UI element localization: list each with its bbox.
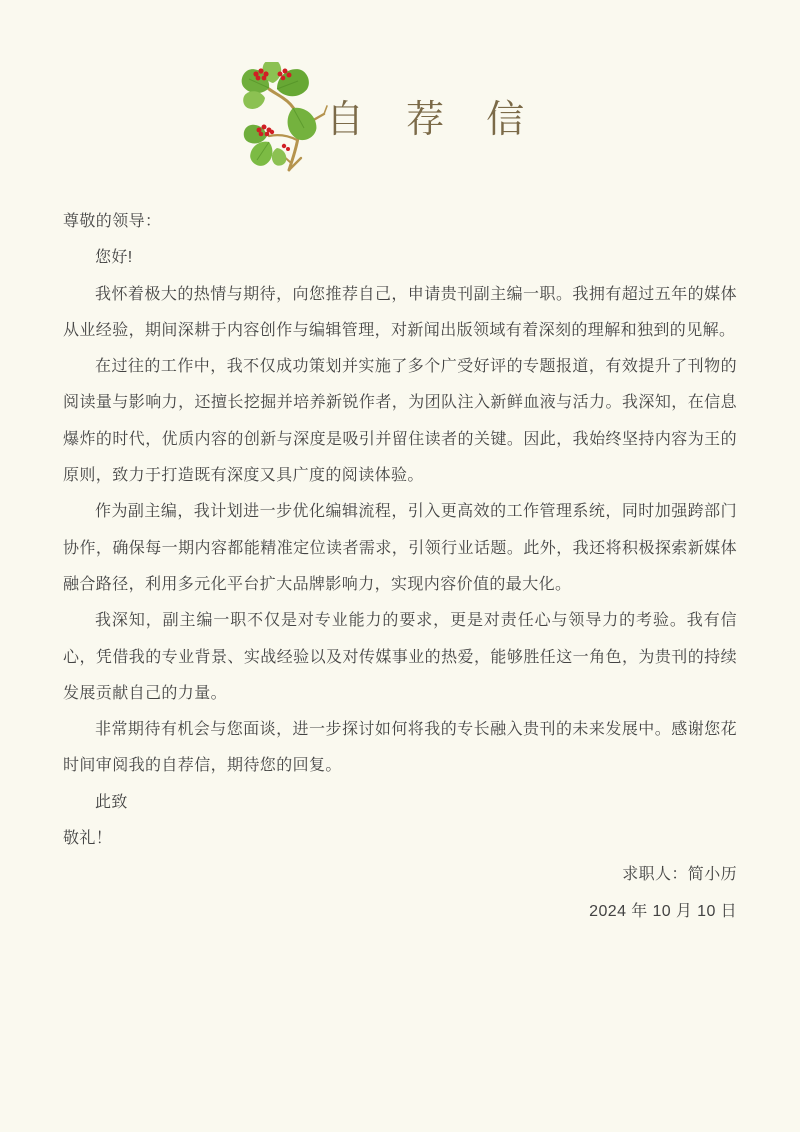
leaves bbox=[238, 62, 321, 170]
closing-word: 此致 bbox=[95, 793, 128, 811]
page-title: 自 荐 信 bbox=[326, 97, 540, 141]
greeting: 您好! bbox=[95, 249, 133, 267]
date-line: 2024 年 10 月 10 日 bbox=[589, 902, 737, 920]
body-paragraph-3: 作为副主编，我计划进一步优化编辑流程，引入更高效的工作管理系统，同时加强跨部门协作，确保每一期内容都能精准定位读者需求，引领行业话题。此外，我还将积极探索新媒体融合路径，利用多元化平台扩大品牌影响力，实现内容价值的最大化。 bbox=[63, 503, 737, 593]
body-paragraph-5: 非常期待有机会与您面谈，进一步探讨如何将我的专长融入贵刊的未来发展中。感谢您花时间审阅我的自荐信，期待您的回复。 bbox=[63, 721, 737, 775]
letter-body bbox=[63, 204, 737, 930]
signature: 求职人：简小历 bbox=[622, 866, 737, 884]
berry-branch-illustration bbox=[227, 62, 332, 174]
body-paragraph-4: 我深知，副主编一职不仅是对专业能力的要求，更是对责任心与领导力的考验。我有信心，凭借我的专业背景、实战经验以及对传媒事业的热爱，能够胜任这一角色，为贵刊的持续发展贡献自己的力量。 bbox=[63, 612, 737, 702]
salute-word: 敬礼！ bbox=[63, 830, 113, 848]
salutation: 尊敬的领导： bbox=[63, 213, 162, 230]
body-paragraph-2: 在过往的工作中，我不仅成功策划并实施了多个广受好评的专题报道，有效提升了刊物的阅读量与影响力，还擅长挖掘并培养新锐作者，为团队注入新鲜血液与活力。我深知，在信息爆炸的时代，优质内容的创新与深度是吸引并留住读者的关键。因此，我始终坚持内容为王的原则，致力于打造既有深度又具广度的阅读体验。 bbox=[63, 358, 737, 485]
body-paragraph-1: 我怀着极大的热情与期待，向您推荐自己，申请贵刊副主编一职。我拥有超过五年的媒体从业经验，期间深耕于内容创作与编辑管理，对新闻出版领域有着深刻的理解和独到的见解。 bbox=[63, 285, 737, 339]
